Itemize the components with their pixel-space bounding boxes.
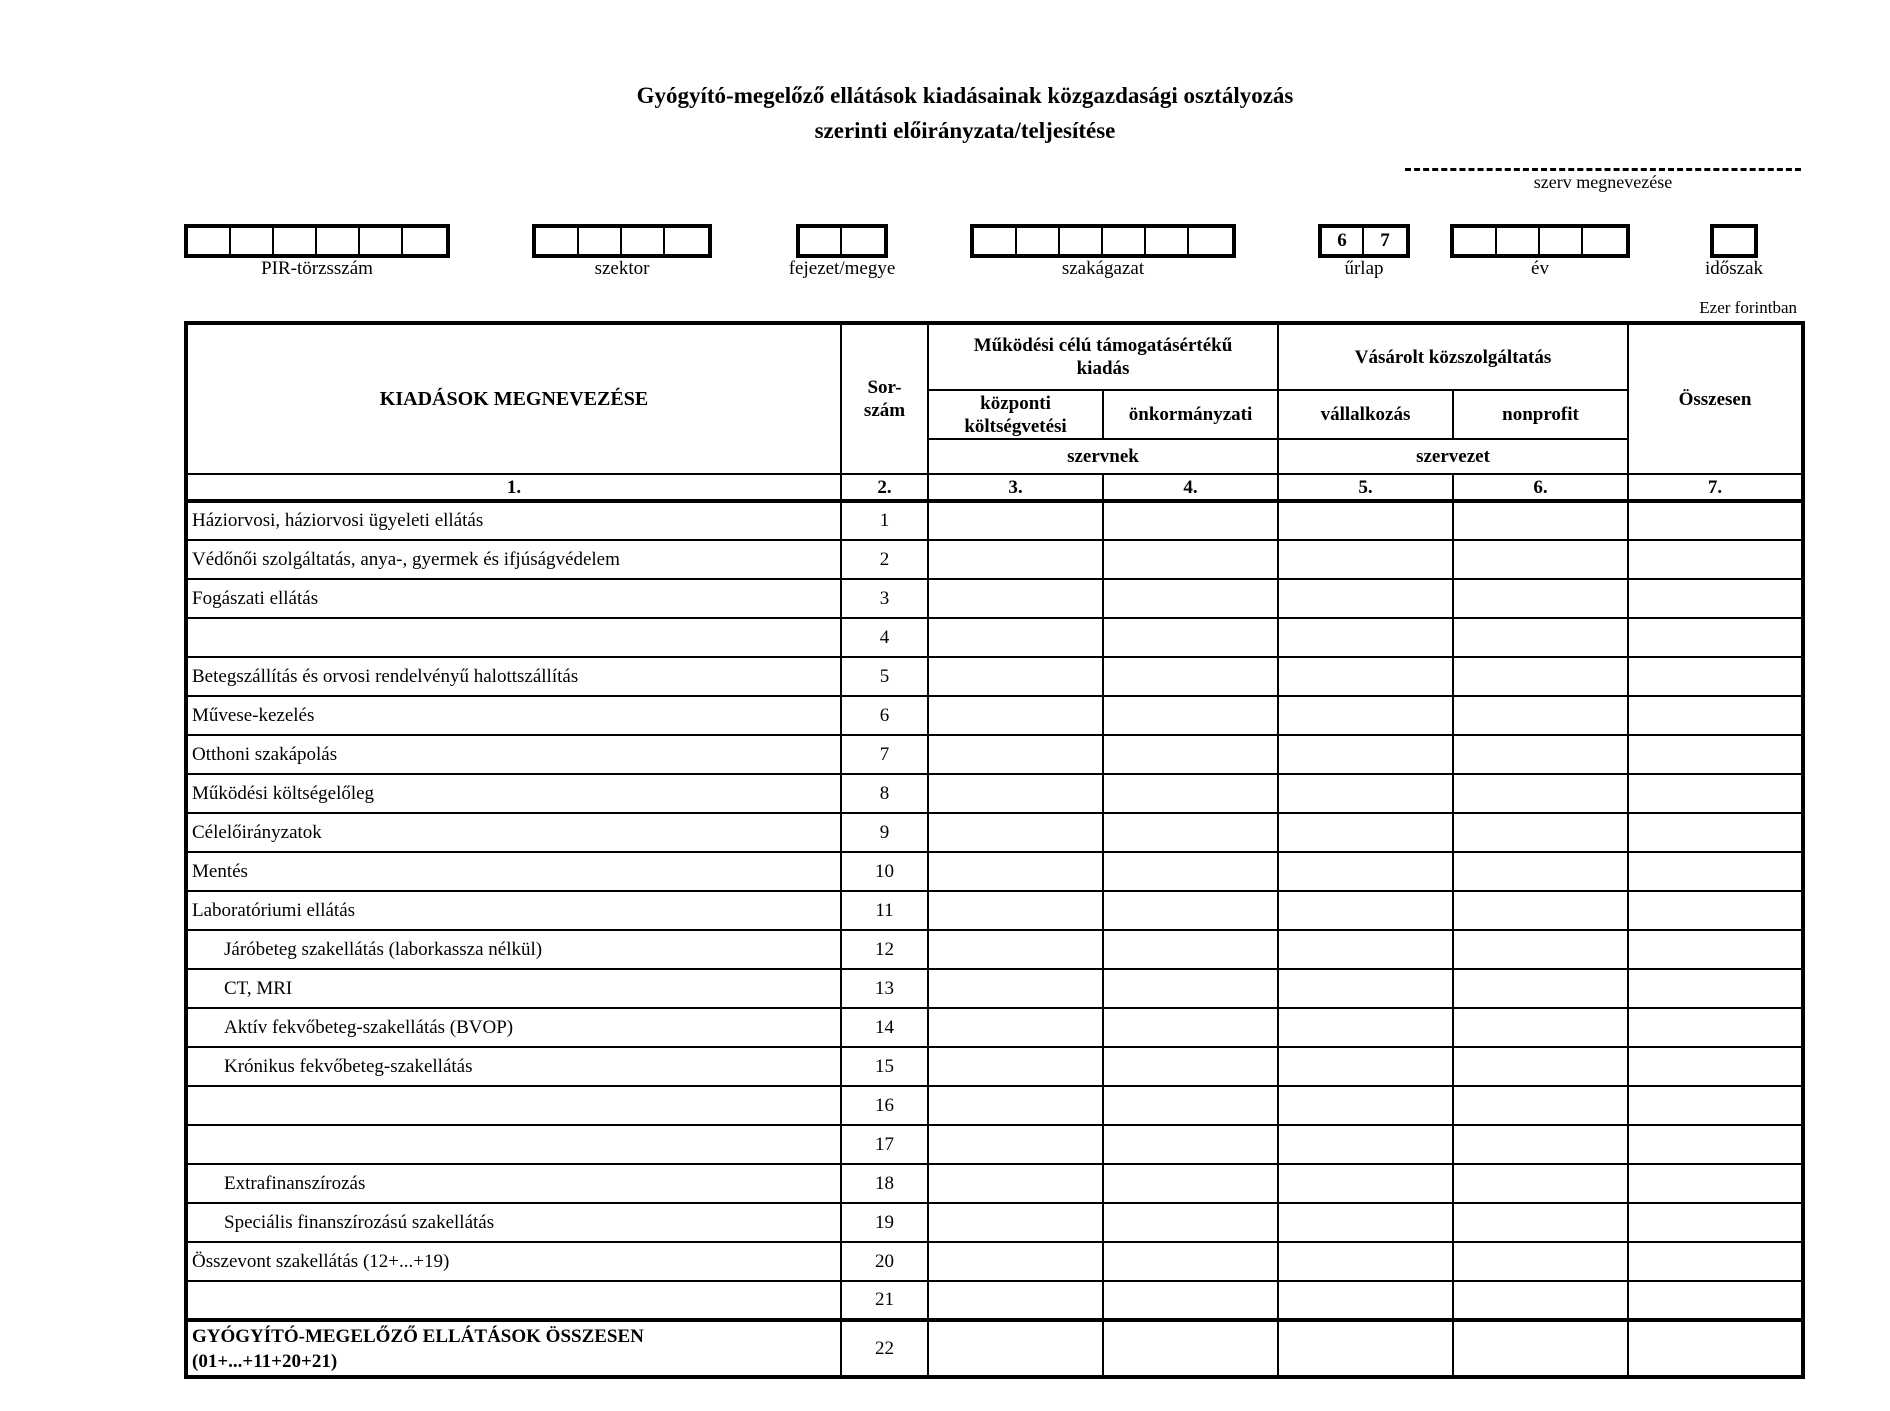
value-cell[interactable]	[928, 696, 1103, 735]
row-number: 17	[841, 1125, 928, 1164]
value-cell[interactable]	[1278, 540, 1453, 579]
row-number: 14	[841, 1008, 928, 1047]
row-label: Extrafinanszírozás	[186, 1164, 841, 1203]
code-box[interactable]	[360, 228, 403, 254]
value-cell[interactable]	[1278, 1008, 1453, 1047]
row-number: 4	[841, 618, 928, 657]
value-cell[interactable]	[1103, 579, 1278, 618]
value-cell[interactable]	[1103, 891, 1278, 930]
code-box[interactable]	[317, 228, 360, 254]
code-box[interactable]	[800, 228, 842, 254]
value-cell[interactable]	[1278, 501, 1453, 540]
value-cell[interactable]	[928, 813, 1103, 852]
row-label: Aktív fekvőbeteg-szakellátás (BVOP)	[186, 1008, 841, 1047]
sector-code-label: szektor	[594, 258, 650, 279]
table-row	[186, 1164, 1803, 1203]
column-number: 4.	[1103, 474, 1278, 501]
value-cell[interactable]	[928, 1242, 1103, 1281]
row-number: 11	[841, 891, 928, 930]
value-cell[interactable]	[928, 735, 1103, 774]
header-central-budget-line2: költségvetési	[964, 415, 1067, 437]
row-label: Speciális finanszírozású szakellátás	[186, 1203, 841, 1242]
value-cell[interactable]	[1103, 1320, 1278, 1377]
value-cell[interactable]	[1278, 1203, 1453, 1242]
chapter-code-boxes[interactable]	[796, 224, 888, 258]
table-row	[186, 930, 1803, 969]
value-cell[interactable]	[1103, 813, 1278, 852]
code-box[interactable]	[1146, 228, 1189, 254]
value-cell[interactable]	[1628, 696, 1803, 735]
value-cell[interactable]	[928, 930, 1103, 969]
value-cell[interactable]	[1453, 1125, 1628, 1164]
organization-name-line	[1405, 168, 1801, 171]
value-cell[interactable]	[1453, 735, 1628, 774]
value-cell[interactable]	[1278, 735, 1453, 774]
value-cell[interactable]	[1628, 813, 1803, 852]
code-box[interactable]	[1540, 228, 1583, 254]
value-cell[interactable]	[1278, 1164, 1453, 1203]
value-cell[interactable]	[1278, 774, 1453, 813]
row-number: 21	[841, 1281, 928, 1320]
value-cell[interactable]	[1278, 969, 1453, 1008]
value-cell[interactable]	[1628, 657, 1803, 696]
value-cell[interactable]	[928, 1125, 1103, 1164]
value-cell[interactable]	[1103, 930, 1278, 969]
value-cell[interactable]	[1453, 969, 1628, 1008]
row-number: 1	[841, 501, 928, 540]
table-row	[186, 1242, 1803, 1281]
form-title-line2: szerinti előirányzata/teljesítése	[814, 118, 1116, 143]
total-row-label-line1: GYÓGYÍTÓ-MEGELŐZŐ ELLÁTÁSOK ÖSSZESEN	[192, 1325, 644, 1347]
row-number: 9	[841, 813, 928, 852]
row-label: Védőnői szolgáltatás, anya-, gyermek és ifjúságvédelem	[186, 540, 841, 579]
table-row	[186, 657, 1803, 696]
header-operating-transfer	[928, 323, 1278, 390]
row-number: 19	[841, 1203, 928, 1242]
value-cell[interactable]	[1628, 540, 1803, 579]
value-cell[interactable]	[1628, 1164, 1803, 1203]
value-cell[interactable]	[1628, 852, 1803, 891]
table-row	[186, 1047, 1803, 1086]
value-cell[interactable]	[1103, 1203, 1278, 1242]
table-row	[186, 774, 1803, 813]
row-label: Célelőirányzatok	[186, 813, 841, 852]
value-cell[interactable]	[1453, 813, 1628, 852]
value-cell[interactable]	[1278, 618, 1453, 657]
row-label	[186, 618, 841, 657]
row-label: Fogászati ellátás	[186, 579, 841, 618]
value-cell[interactable]	[928, 618, 1103, 657]
code-box[interactable]: 7	[1380, 230, 1390, 251]
value-cell[interactable]	[1278, 657, 1453, 696]
period-code-group	[1704, 224, 1764, 279]
table-row	[186, 735, 1803, 774]
value-cell[interactable]	[1453, 657, 1628, 696]
value-cell[interactable]	[1103, 852, 1278, 891]
year-code-label: év	[1531, 258, 1549, 279]
value-cell[interactable]	[1453, 540, 1628, 579]
value-cell[interactable]	[928, 540, 1103, 579]
chapter-code-label: fejezet/megye	[788, 258, 896, 279]
value-cell[interactable]	[1628, 1281, 1803, 1320]
code-box[interactable]	[274, 228, 317, 254]
header-municipal: önkormányzati	[1103, 390, 1278, 439]
code-box[interactable]	[974, 228, 1017, 254]
code-box[interactable]	[1583, 228, 1626, 254]
table-row	[186, 1203, 1803, 1242]
header-purchased-services: Vásárolt közszolgáltatás	[1278, 323, 1628, 390]
value-cell[interactable]	[1628, 579, 1803, 618]
table-row	[186, 579, 1803, 618]
value-cell[interactable]	[928, 1320, 1103, 1377]
code-box[interactable]	[1103, 228, 1146, 254]
value-cell[interactable]	[1278, 1242, 1453, 1281]
code-box[interactable]	[1017, 228, 1060, 254]
value-cell[interactable]	[1453, 774, 1628, 813]
value-cell[interactable]	[1453, 579, 1628, 618]
value-cell[interactable]	[1278, 930, 1453, 969]
value-cell[interactable]	[928, 1203, 1103, 1242]
value-cell[interactable]	[1103, 1008, 1278, 1047]
row-label: CT, MRI	[186, 969, 841, 1008]
value-cell[interactable]	[1103, 1164, 1278, 1203]
value-cell[interactable]	[1453, 1281, 1628, 1320]
value-cell[interactable]	[928, 501, 1103, 540]
value-cell[interactable]	[1453, 501, 1628, 540]
industry-code-group	[970, 224, 1236, 279]
value-cell[interactable]	[928, 1164, 1103, 1203]
value-cell[interactable]	[928, 1008, 1103, 1047]
value-cell[interactable]	[1628, 930, 1803, 969]
total-row-label	[186, 1320, 841, 1377]
value-cell[interactable]	[1628, 1047, 1803, 1086]
value-cell[interactable]	[1103, 696, 1278, 735]
value-cell[interactable]	[1278, 696, 1453, 735]
row-number: 15	[841, 1047, 928, 1086]
code-box[interactable]	[1497, 228, 1540, 254]
row-label	[186, 1086, 841, 1125]
row-number: 12	[841, 930, 928, 969]
row-label: Művese-kezelés	[186, 696, 841, 735]
header-central-budget	[928, 390, 1103, 439]
value-cell[interactable]	[1628, 1242, 1803, 1281]
value-cell[interactable]	[1278, 1125, 1453, 1164]
header-expense-name: KIADÁSOK MEGNEVEZÉSE	[186, 323, 841, 474]
value-cell[interactable]	[1278, 579, 1453, 618]
value-cell[interactable]	[1453, 618, 1628, 657]
industry-code-label: szakágazat	[1061, 258, 1145, 279]
row-number: 18	[841, 1164, 928, 1203]
header-total: Összesen	[1628, 323, 1803, 474]
value-cell[interactable]	[1278, 1086, 1453, 1125]
value-cell[interactable]	[1628, 1008, 1803, 1047]
value-cell[interactable]	[1278, 1320, 1453, 1377]
row-number: 10	[841, 852, 928, 891]
form-title	[0, 78, 1890, 148]
value-cell[interactable]	[1103, 1086, 1278, 1125]
unit-note: Ezer forintban	[1699, 298, 1797, 317]
row-label: Összevont szakellátás (12+...+19)	[186, 1242, 841, 1281]
header-recipient-organs: szervnek	[928, 439, 1278, 474]
pir-code-label: PIR-törzsszám	[261, 258, 373, 279]
year-code-group	[1450, 224, 1630, 279]
header-row-number-line1: Sor-	[867, 377, 902, 398]
table-row	[186, 618, 1803, 657]
sector-code-group	[532, 224, 712, 279]
value-cell[interactable]	[1103, 774, 1278, 813]
value-cell[interactable]	[1453, 1086, 1628, 1125]
value-cell[interactable]	[928, 579, 1103, 618]
form-title-line1: Gyógyító-megelőző ellátások kiadásainak közgazdasági osztályozás	[636, 83, 1294, 108]
code-box[interactable]	[536, 228, 579, 254]
row-label	[186, 1281, 841, 1320]
value-cell[interactable]	[1453, 930, 1628, 969]
value-cell[interactable]	[1103, 657, 1278, 696]
row-number: 3	[841, 579, 928, 618]
value-cell[interactable]	[1453, 1008, 1628, 1047]
value-cell[interactable]	[1453, 696, 1628, 735]
row-number: 13	[841, 969, 928, 1008]
value-cell[interactable]	[1103, 1281, 1278, 1320]
value-cell[interactable]	[1628, 1203, 1803, 1242]
column-number: 6.	[1453, 474, 1628, 501]
value-cell[interactable]	[928, 1281, 1103, 1320]
value-cell[interactable]	[1103, 501, 1278, 540]
row-number: 20	[841, 1242, 928, 1281]
value-cell[interactable]	[1278, 1281, 1453, 1320]
form-code-label: űrlap	[1344, 258, 1384, 279]
value-cell[interactable]	[1278, 852, 1453, 891]
table-row	[186, 540, 1803, 579]
column-number: 1.	[186, 474, 841, 501]
table-row	[186, 1125, 1803, 1164]
value-cell[interactable]	[1453, 1047, 1628, 1086]
value-cell[interactable]	[1628, 1320, 1803, 1377]
table-row	[186, 1008, 1803, 1047]
header-operating-transfer-line2: kiadás	[1076, 358, 1130, 379]
row-number: 22	[841, 1320, 928, 1377]
organization-name-label: szerv megnevezése	[1533, 172, 1673, 192]
header-central-budget-line1: központi	[980, 392, 1051, 414]
column-number: 2.	[841, 474, 928, 501]
row-label: Betegszállítás és orvosi rendelvényű halottszállítás	[186, 657, 841, 696]
header-row-number	[841, 323, 928, 474]
value-cell[interactable]	[1103, 969, 1278, 1008]
table-row	[186, 501, 1803, 540]
table-row	[186, 852, 1803, 891]
value-cell[interactable]	[928, 891, 1103, 930]
header-operating-transfer-line1: Működési célú támogatásértékű	[973, 335, 1233, 356]
table-row	[186, 1281, 1803, 1320]
column-number: 3.	[928, 474, 1103, 501]
pir-code-group	[184, 224, 450, 279]
value-cell[interactable]	[1103, 618, 1278, 657]
form-code-group	[1318, 224, 1410, 279]
code-box[interactable]	[188, 228, 231, 254]
row-number: 16	[841, 1086, 928, 1125]
code-box[interactable]	[1060, 228, 1103, 254]
value-cell[interactable]	[1103, 735, 1278, 774]
total-row-label-line2: (01+...+11+20+21)	[192, 1350, 338, 1372]
value-cell[interactable]	[928, 1086, 1103, 1125]
row-label: Működési költségelőleg	[186, 774, 841, 813]
value-cell[interactable]	[1453, 1320, 1628, 1377]
value-cell[interactable]	[928, 969, 1103, 1008]
year-code-boxes[interactable]	[1450, 224, 1630, 258]
value-cell[interactable]	[1628, 1125, 1803, 1164]
industry-code-boxes[interactable]	[970, 224, 1236, 258]
value-cell[interactable]	[928, 1047, 1103, 1086]
organization-name-field[interactable]	[1405, 168, 1801, 191]
code-box[interactable]	[579, 228, 622, 254]
value-cell[interactable]	[1628, 891, 1803, 930]
code-box[interactable]	[622, 228, 665, 254]
table-body	[186, 501, 1803, 1377]
chapter-code-group	[788, 224, 896, 279]
code-box[interactable]	[1714, 228, 1754, 254]
period-code-boxes[interactable]	[1710, 224, 1758, 258]
header-nonprofit: nonprofit	[1453, 390, 1628, 439]
code-box[interactable]	[403, 228, 446, 254]
value-cell[interactable]	[1103, 1242, 1278, 1281]
period-code-label: időszak	[1704, 258, 1764, 279]
row-label: Háziorvosi, háziorvosi ügyeleti ellátás	[186, 501, 841, 540]
value-cell[interactable]	[1278, 1047, 1453, 1086]
code-box[interactable]	[231, 228, 274, 254]
row-label: Laboratóriumi ellátás	[186, 891, 841, 930]
row-number: 7	[841, 735, 928, 774]
value-cell[interactable]	[1103, 540, 1278, 579]
column-number: 5.	[1278, 474, 1453, 501]
row-label: Járóbeteg szakellátás (laborkassza nélkül)	[186, 930, 841, 969]
value-cell[interactable]	[1103, 1047, 1278, 1086]
value-cell[interactable]	[1628, 774, 1803, 813]
value-cell[interactable]	[1628, 618, 1803, 657]
row-label	[186, 1125, 841, 1164]
expenditure-table	[184, 321, 1805, 1379]
value-cell[interactable]	[1453, 1164, 1628, 1203]
pir-code-boxes[interactable]	[184, 224, 450, 258]
value-cell[interactable]	[1278, 891, 1453, 930]
code-box[interactable]	[665, 228, 708, 254]
table-row	[186, 891, 1803, 930]
header-row-number-line2: szám	[863, 400, 906, 421]
table-row	[186, 1086, 1803, 1125]
value-cell[interactable]	[928, 657, 1103, 696]
table-row	[186, 696, 1803, 735]
code-box[interactable]	[842, 228, 884, 254]
value-cell[interactable]	[1628, 969, 1803, 1008]
value-cell[interactable]	[1278, 813, 1453, 852]
value-cell[interactable]	[1628, 501, 1803, 540]
row-label: Mentés	[186, 852, 841, 891]
form-code-boxes[interactable]	[1318, 224, 1410, 258]
header-enterprise: vállalkozás	[1278, 390, 1453, 439]
code-box[interactable]	[1454, 228, 1497, 254]
value-cell[interactable]	[1453, 1203, 1628, 1242]
column-number: 7.	[1628, 474, 1803, 501]
header-recipient-organization: szervezet	[1278, 439, 1628, 474]
code-box[interactable]: 6	[1322, 228, 1364, 254]
row-label: Otthoni szakápolás	[186, 735, 841, 774]
value-cell[interactable]	[928, 774, 1103, 813]
value-cell[interactable]	[1453, 891, 1628, 930]
value-cell[interactable]	[928, 852, 1103, 891]
row-label: Krónikus fekvőbeteg-szakellátás	[186, 1047, 841, 1086]
value-cell[interactable]	[1628, 1086, 1803, 1125]
code-box[interactable]	[1189, 228, 1232, 254]
table-row	[186, 969, 1803, 1008]
total-row	[186, 1320, 1803, 1377]
value-cell[interactable]	[1453, 852, 1628, 891]
row-number: 5	[841, 657, 928, 696]
row-number: 8	[841, 774, 928, 813]
row-number: 6	[841, 696, 928, 735]
sector-code-boxes[interactable]	[532, 224, 712, 258]
table-row	[186, 813, 1803, 852]
value-cell[interactable]	[1628, 735, 1803, 774]
value-cell[interactable]	[1103, 1125, 1278, 1164]
row-number: 2	[841, 540, 928, 579]
value-cell[interactable]	[1453, 1242, 1628, 1281]
